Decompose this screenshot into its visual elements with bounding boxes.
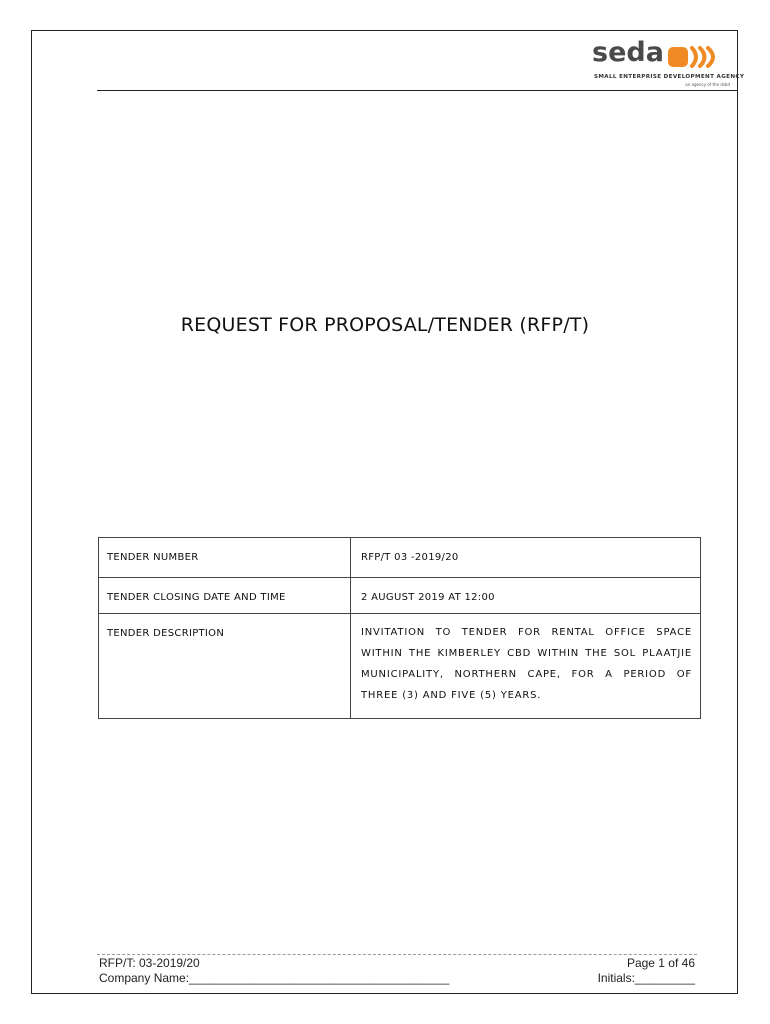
footer-reference: RFP/T: 03-2019/20 bbox=[99, 956, 200, 970]
closing-date-label: TENDER CLOSING DATE AND TIME bbox=[107, 592, 286, 603]
table-row bbox=[99, 538, 701, 578]
page-footer bbox=[97, 955, 697, 989]
footer-initials: Initials:_________ bbox=[597, 971, 695, 985]
footer-page-number: Page 1 of 46 bbox=[626, 956, 695, 970]
description-label: TENDER DESCRIPTION bbox=[107, 628, 225, 639]
header-rule bbox=[97, 90, 738, 91]
table-row bbox=[99, 578, 701, 614]
closing-date-value-cell bbox=[351, 578, 701, 614]
seda-logo bbox=[592, 37, 745, 91]
page-border bbox=[31, 30, 738, 994]
tender-number-value: RFP/T 03 -2019/20 bbox=[361, 552, 459, 563]
closing-date-label-cell bbox=[99, 578, 351, 614]
closing-date-value: 2 AUGUST 2019 AT 12:00 bbox=[361, 592, 495, 603]
tender-number-label: TENDER NUMBER bbox=[107, 552, 199, 563]
document-title: REQUEST FOR PROPOSAL/TENDER (RFP/T) bbox=[180, 314, 590, 336]
logo-subtitle: SMALL ENTERPRISE DEVELOPMENT AGENCY bbox=[594, 74, 745, 80]
description-value: INVITATION TO TENDER FOR RENTAL OFFICE SPACE WITHIN THE KIMBERLEY CBD WITHIN THE SOL PLAATJIE MUNICIPALITY, NORTHERN CAPE, FOR A PERIOD OF THREE (3) AND FIVE (5) YEARS. bbox=[361, 627, 692, 701]
footer-company-name: Company Name:_______________________________________ bbox=[99, 971, 450, 985]
logo-wordmark: seda bbox=[592, 37, 664, 68]
logo-tagline: an agency of the dsbd bbox=[685, 82, 730, 87]
tender-number-value-cell bbox=[351, 538, 701, 578]
tender-info-table bbox=[98, 537, 701, 719]
logo-orange-mark-icon bbox=[668, 46, 730, 68]
table-row bbox=[99, 614, 701, 719]
description-label-cell bbox=[99, 614, 351, 719]
tender-number-label-cell bbox=[99, 538, 351, 578]
description-value-cell bbox=[351, 614, 701, 719]
